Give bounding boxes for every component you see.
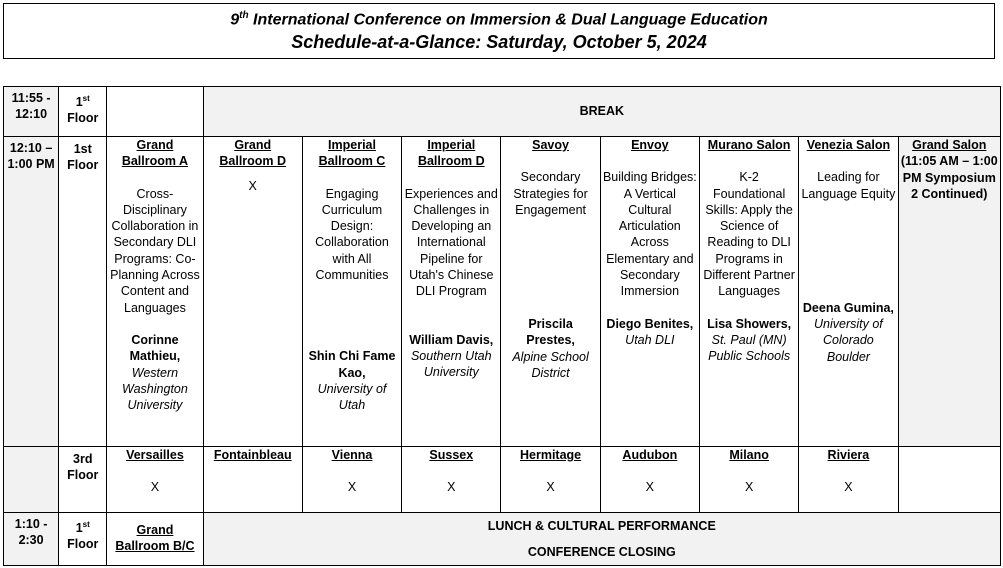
lunch-row	[4, 513, 1001, 566]
room-name: Grand Ballroom B/C	[115, 523, 195, 554]
session-title: Experiences and Challenges in Developing an International Pipeline for Utah's Chinese DLI Program	[404, 186, 498, 299]
no-session-mark: X	[347, 480, 357, 495]
room-name: Grand Salon	[912, 138, 987, 152]
session-title: Cross-Disciplinary Collaboration in Secondary DLI Programs: Co-Planning Across Content and Languages	[110, 186, 200, 315]
room-name: Milano	[729, 448, 769, 462]
break-time: 11:55 - 12:10	[4, 87, 59, 137]
presenter-name: Shin Chi Fame Kao,	[308, 349, 396, 380]
presenter-affiliation: Western Washington University	[122, 365, 188, 413]
session-title: Leading for Language Equity	[801, 170, 896, 201]
lunch-label-cell	[203, 513, 1000, 566]
session-cell	[898, 137, 1000, 447]
room-name: Venezia Salon	[806, 138, 891, 152]
no-session-mark: X	[546, 480, 555, 495]
session-cell	[501, 137, 600, 447]
schedule-subtitle: Schedule-at-a-Glance: Saturday, October 5, 2024	[291, 32, 707, 53]
session-title: K-2 Foundational Skills: Apply the Science of Reading to DLI Programs in Different Partner Languages	[703, 170, 795, 299]
session-title: Secondary Strategies for Engagement	[513, 170, 588, 217]
no-session-mark: X	[248, 178, 257, 193]
room-name: Savoy	[532, 138, 569, 152]
presenter-affiliation: Alpine School District	[512, 349, 589, 381]
lunch-title: LUNCH & CULTURAL PERFORMANCE	[487, 519, 716, 533]
session-floor: 1st Floor	[59, 137, 107, 447]
session-cell	[302, 137, 401, 447]
break-floor: 1st Floor	[59, 87, 107, 137]
no-session-mark: X	[447, 480, 456, 495]
no-session-mark: X	[744, 480, 754, 495]
session-row	[4, 137, 1001, 447]
room-name: Vienna	[331, 448, 373, 462]
session-cell	[600, 137, 699, 447]
lunch-time: 1:10 - 2:30	[4, 513, 59, 566]
session-time: 12:10 – 1:00 PM	[4, 137, 59, 447]
room-cell	[699, 447, 798, 513]
room-name: Imperial Ballroom D	[417, 138, 485, 169]
no-session-mark: X	[645, 480, 655, 495]
no-session-mark: X	[844, 480, 853, 495]
session-title: Building Bridges: A Vertical Cultural Articulation Across Elementary and Secondary Immersion	[602, 170, 697, 299]
room-name: Imperial Ballroom C	[318, 138, 386, 169]
room-name: Fontainbleau	[213, 448, 292, 462]
third-floor-time-empty	[4, 447, 59, 513]
lunch-floor: 1st Floor	[59, 513, 107, 566]
room-cell	[600, 447, 699, 513]
room-cell	[799, 447, 898, 513]
room-name: Riviera	[827, 448, 870, 462]
session-cell	[107, 137, 203, 447]
room-name: Audubon	[622, 448, 678, 462]
room-name: Sussex	[429, 448, 474, 462]
room-cell	[107, 447, 203, 513]
third-floor-label: 3rd Floor	[59, 447, 107, 513]
presenter-name: Deena Gumina,	[802, 300, 894, 315]
room-name: Hermitage	[519, 448, 582, 462]
session-cell	[203, 137, 302, 447]
room-name: Grand Ballroom D	[219, 138, 287, 169]
presenter-name: William Davis,	[409, 332, 494, 347]
session-cell	[402, 137, 501, 447]
break-label: BREAK	[203, 87, 1000, 137]
room-name: Murano Salon	[707, 138, 791, 152]
conference-title: 9th International Conference on Immersion & Dual Language Education	[230, 10, 768, 29]
room-cell	[203, 447, 302, 513]
presenter-affiliation: St. Paul (MN) Public Schools	[708, 332, 791, 364]
schedule-table	[3, 86, 1001, 566]
no-session-mark: X	[150, 480, 160, 495]
session-cell	[799, 137, 898, 447]
presenter-affiliation: University of Colorado Boulder	[814, 317, 883, 364]
session-title: Engaging Curriculum Design: Collaboration with All Communities	[315, 186, 389, 283]
closing-title: CONFERENCE CLOSING	[527, 545, 676, 559]
presenter-name: Diego Benites,	[606, 316, 694, 331]
break-empty-cell	[107, 87, 203, 137]
room-name: Versailles	[126, 448, 184, 462]
session-cell	[699, 137, 798, 447]
room-cell	[402, 447, 501, 513]
schedule-header	[3, 3, 995, 59]
room-cell	[501, 447, 600, 513]
presenter-affiliation: University of Utah	[317, 381, 387, 413]
room-cell	[302, 447, 401, 513]
room-cell-empty	[898, 447, 1000, 513]
third-floor-row	[4, 447, 1001, 513]
presenter-name: Lisa Showers,	[707, 316, 792, 331]
presenter-affiliation: Southern Utah University	[410, 348, 492, 380]
room-name: Grand Ballroom A	[121, 138, 189, 169]
presenter-affiliation: Utah DLI	[625, 332, 675, 347]
presenter-name: Corinne Mathieu,	[129, 332, 181, 364]
lunch-room-cell	[107, 513, 203, 566]
session-note: (11:05 AM – 1:00 PM Symposium 2 Continued)	[900, 154, 998, 201]
break-row	[4, 87, 1001, 137]
presenter-name: Priscila Prestes,	[526, 317, 575, 348]
room-name: Envoy	[631, 138, 669, 152]
